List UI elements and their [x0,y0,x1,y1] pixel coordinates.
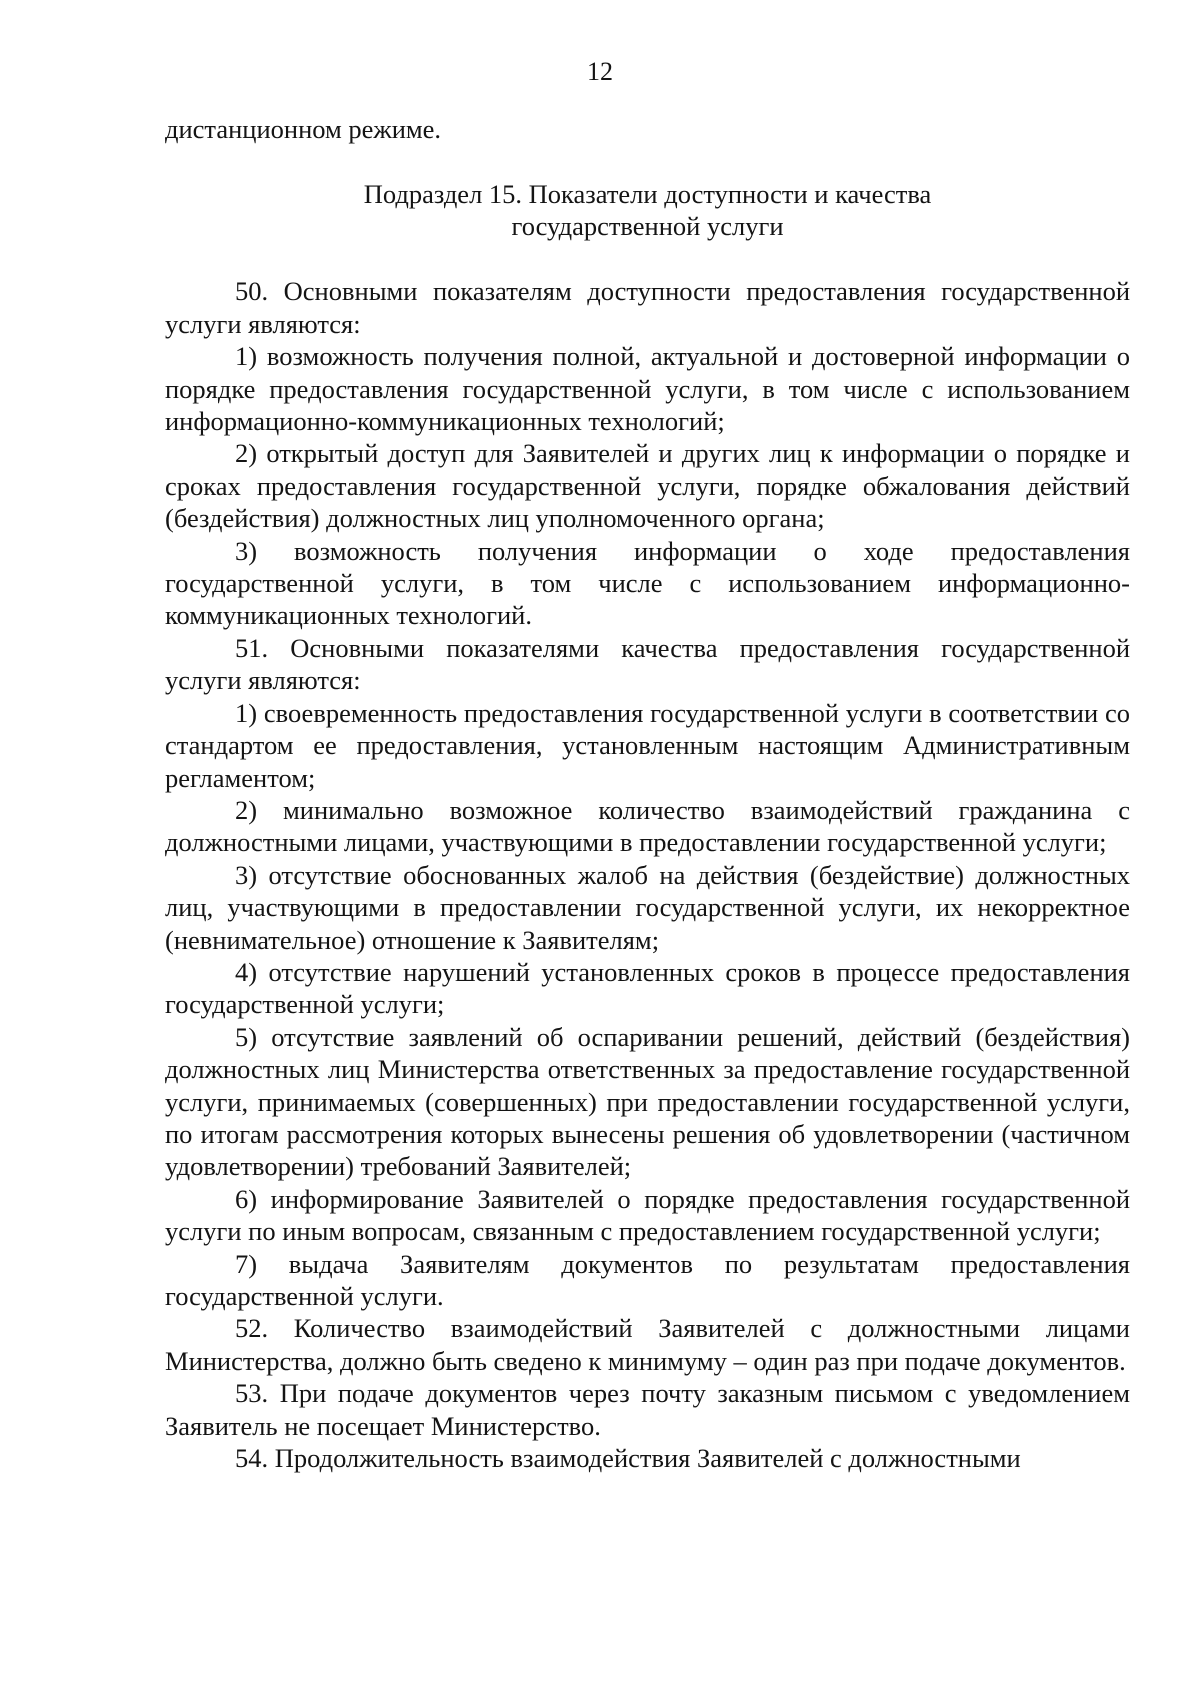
paragraph-51-item-3: 3) отсутствие обоснованных жалоб на действия (бездействие) должностных лиц, участвующими в предоставлении государственной услуги, их некорректное (невнимательное) отношение к Заявителям; [165,859,1130,955]
paragraph-50-item-3: 3) возможность получения информации о ходе предоставления государственной услуги, в том числе с использованием информационно-коммуникационных технологий. [165,535,1130,631]
paragraph-51-item-5: 5) отсутствие заявлений об оспаривании решений, действий (бездействия) должностных лиц Министерства ответственных за предоставление государственной услуги, принимаемых (совершенных) при предоставлении государственной услуги, по итогам рассмотрения которых вынесены решения об удовлетворении (частичном удовлетворении) требований Заявителей; [165,1021,1130,1182]
paragraph-51-item-6: 6) информирование Заявителей о порядке предоставления государственной услуги по иным вопросам, связанным с предоставлением государственной услуги; [165,1183,1130,1247]
paragraph-50-item-1: 1) возможность получения полной, актуальной и достоверной информации о порядке предоставления государственной услуги, в том числе с использованием информационно-коммуникационных технологий; [165,341,1130,437]
paragraph-51-item-7: 7) выдача Заявителям документов по результатам предоставления государственной услуги. [165,1248,1130,1311]
paragraph-52: 52. Количество взаимодействий Заявителей с должностными лицами Министерства, должно быть сведено к минимуму – один раз при подаче документов. [165,1313,1130,1376]
paragraph-54: 54. Продолжительность взаимодействия Заявителей с должностными [235,1443,1021,1474]
subsection-heading-line-2: государственной услуги [511,211,784,242]
paragraph-50-item-2: 2) открытый доступ для Заявителей и других лиц к информации о порядке и сроках предоставления государственной услуги, порядке обжалования действий (бездействия) должностных лиц уполномоченного органа; [165,438,1130,534]
continuation-line: дистанционном режиме. [165,114,442,144]
paragraph-53: 53. При подаче документов через почту заказным письмом с уведомлением Заявитель не посещает Министерство. [165,1378,1130,1441]
subsection-heading [165,178,1130,242]
paragraph-51-item-4: 4) отсутствие нарушений установленных сроков в процессе предоставления государственной услуги; [165,956,1130,1020]
paragraph-51-item-2: 2) минимально возможное количество взаимодействий гражданина с должностными лицами, участвующими в предоставлении государственной услуги; [165,794,1130,858]
page-number: 12 [587,57,613,86]
document-body [165,113,1130,1474]
subsection-heading-line-1: Подраздел 15. Показатели доступности и качества [363,179,932,210]
paragraph-51-item-1: 1) своевременность предоставления государственной услуги в соответствии со стандартом ее предоставления, установленным настоящим Административным регламентом; [165,697,1130,793]
paragraph-51: 51. Основными показателями качества предоставления государственной услуги являются: [165,632,1130,696]
paragraph-50: 50. Основными показателям доступности предоставления государственной услуги являются: [165,276,1130,339]
